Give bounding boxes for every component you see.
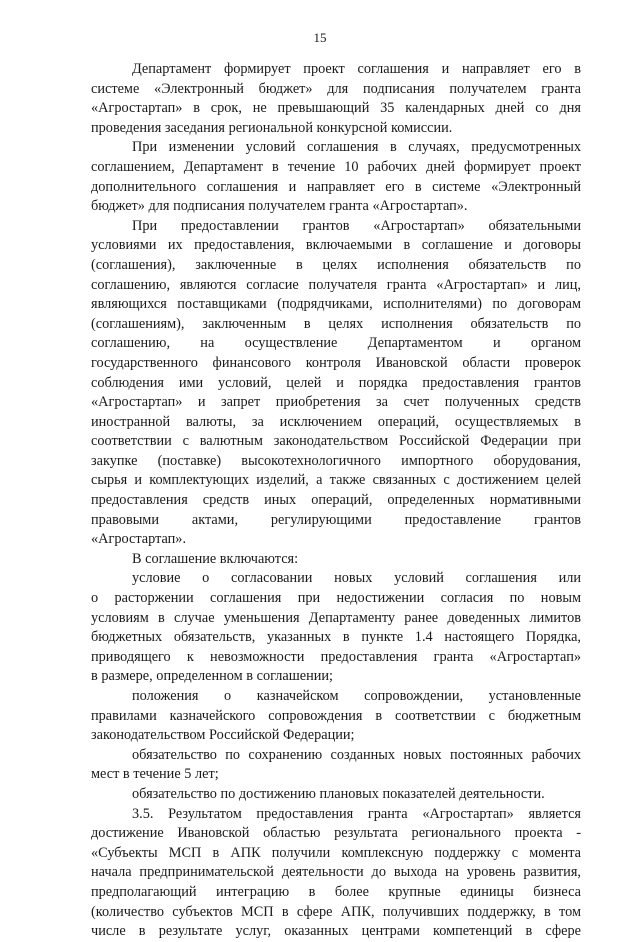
text-line: При изменении условий соглашения в случаях, предусмотренных [132, 139, 581, 156]
text-line: бюджетных обязательств, указанных в пункте 1.4 настоящего Порядка, [91, 629, 581, 646]
text-line: Департамент формирует проект соглашения и направляет его в [132, 61, 581, 77]
text-line: иностранной валюты, за исключением операций, осуществляемых в [91, 413, 581, 430]
text-line: При предоставлении грантов «Агростартап» обязательными [132, 217, 581, 234]
text-line: достижение Ивановской областью результата регионального проекта - [91, 825, 581, 842]
text-line: «Субъекты МСП в АПК получили комплексную поддержку с момента [91, 844, 581, 861]
text-line: мест в течение 5 лет; [91, 766, 219, 783]
text-line: законодательством Российской Федерации; [91, 727, 355, 744]
text-line: соответствии с валютным законодательством Российской Федерации при [91, 433, 581, 450]
text-line: В соглашение включаются: [132, 550, 299, 567]
text-line: 3.5. Результатом предоставления гранта «Агростартап» является [132, 805, 581, 822]
text-line: правовыми актами, регулирующими предоставление грантов [91, 511, 581, 528]
text-line: условиями их предоставления, включаемыми в соглашение и договоры [91, 237, 581, 254]
text-line: в размере, определенном в соглашении; [91, 668, 334, 685]
text-line: сырья и комплектующих изделий, а также связанных с достижением целей [91, 472, 581, 489]
text-line: соблюдения ими условий, целей и порядка предоставления грантов [91, 374, 581, 391]
text-line: соглашением, Департамент в течение 10 рабочих дней формирует проект [91, 158, 581, 175]
text-line: о расторжении соглашения при недостижении согласия по новым [91, 590, 581, 607]
text-line: соглашению, на осуществление Департаментом и органом [91, 335, 581, 352]
text-line: условие о согласовании новых условий соглашения или [132, 570, 581, 587]
text-line: «Агростартап» и запрет приобретения за счет полученных средств [91, 394, 581, 411]
text-line: дополнительного соглашения и направляет его в системе «Электронный [91, 178, 581, 195]
text-line: (количество субъектов МСП в сфере АПК, получивших поддержку, в том [91, 903, 581, 920]
text-line: приводящего к невозможности предоставления гранта «Агростартап» [91, 648, 581, 665]
text-line: положения о казначейском сопровождении, установленные [132, 688, 581, 704]
text-line: числе в результате услуг, оказанных центрами компетенций в сфере [91, 923, 581, 940]
text-line: «Агростартап» в срок, не превышающий 35 календарных дней со дня [91, 100, 581, 117]
text-line: бюджет» для подписания получателем гранта «Агростартап». [91, 198, 468, 215]
text-line: начала предпринимательской деятельности до выхода на уровень развития, [91, 864, 581, 881]
text-line: государственного финансового контроля Ивановской области проверок [91, 354, 581, 371]
text-line: обязательство по достижению плановых показателей деятельности. [132, 785, 545, 802]
text-line: проведения заседания региональной конкурсной комиссии. [91, 119, 453, 136]
body-text [91, 60, 581, 942]
text-line: предоставления средств иных операций, определенных нормативными [91, 492, 581, 509]
text-line: являющихся поставщиками (подрядчиками, исполнителями) по договорам [91, 296, 581, 313]
text-line: (соглашения), заключенные в целях исполнения обязательств по [91, 256, 581, 273]
text-line: закупке (поставке) высокотехнологичного импортного оборудования, [91, 452, 581, 469]
text-line: правилами казначейского сопровождения в соответствии с бюджетным [91, 707, 581, 724]
text-line: условиям в случае уменьшения Департаменту ранее доведенных лимитов [91, 609, 581, 626]
text-line: «Агростартап». [91, 531, 187, 548]
text-line: предполагающий интеграцию в более крупные единицы бизнеса [91, 883, 581, 900]
text-line: (соглашениям), заключенным в целях исполнения обязательств по [91, 315, 581, 332]
text-line: соглашению, являются согласие получателя гранта «Агростартап» и лиц, [91, 276, 581, 293]
text-line: обязательство по сохранению созданных новых постоянных рабочих [132, 746, 581, 763]
page-number: 15 [313, 30, 327, 45]
text-line: системе «Электронный бюджет» для подписания получателем гранта [91, 80, 581, 97]
